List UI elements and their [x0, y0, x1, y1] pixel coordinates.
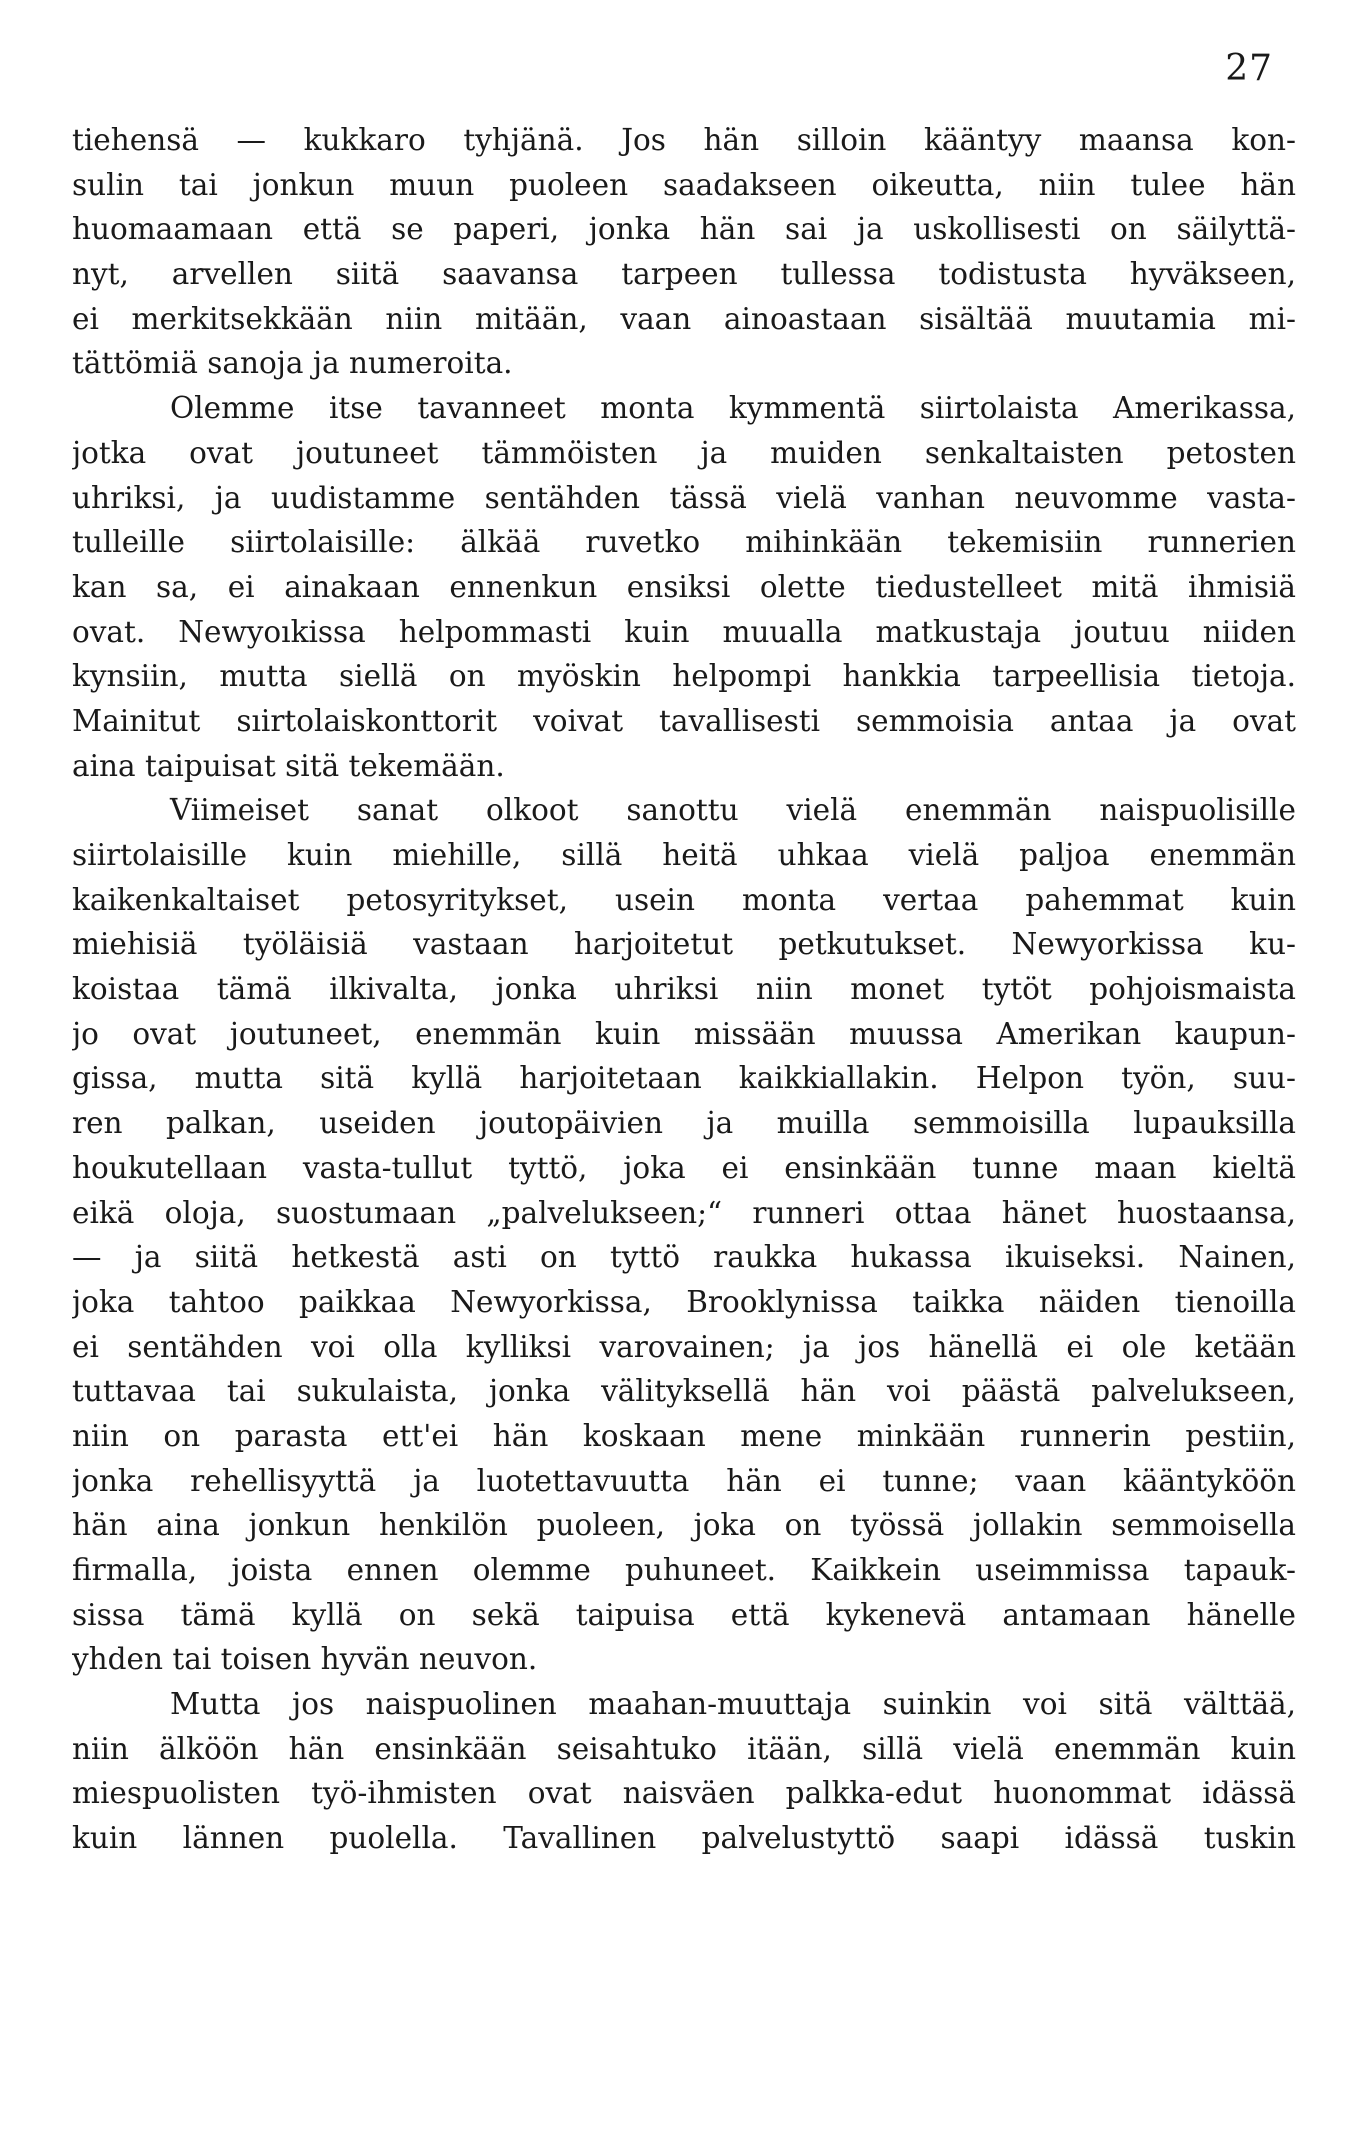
paragraph — [72, 788, 1296, 1682]
text-line: niin on parasta ett'ei hän koskaan mene minkään runnerin pestiin, — [72, 1418, 1296, 1453]
text-line: sulin tai jonkun muun puoleen saadakseen oikeutta, niin tulee hän — [72, 167, 1296, 202]
text-line: sissa tämä kyllä on sekä taipuisa että kykenevä antamaan hänelle — [72, 1597, 1296, 1632]
text-line: kan sa, ei ainakaan ennenkun ensiksi olette tiedustelleet mitä ihmisiä — [72, 569, 1296, 604]
text-line: Mainitut sıirtolaiskonttorit voivat tavallisesti semmoisia antaa ja ovat — [72, 703, 1296, 738]
text-line: hän aina jonkun henkilön puoleen, joka on työssä jollakin semmoisella — [72, 1508, 1296, 1543]
text-line: houkutellaan vasta-tullut tyttö, joka ei ensinkään tunne maan kieltä — [72, 1150, 1296, 1185]
text-line: firmalla, joista ennen olemme puhuneet. Kaikkein useimmissa tapauk- — [72, 1553, 1296, 1587]
text-line: miehisiä työläisiä vastaan harjoitetut petkutukset. Newyorkissa ku- — [72, 927, 1296, 962]
text-line: ei sentähden voi olla kylliksi varovainen; ja jos hänellä ei ole ketään — [72, 1329, 1296, 1364]
text-line: jo ovat joutuneet, enemmän kuin missään muussa Amerikan kaupun- — [72, 1016, 1296, 1051]
page-number: 27 — [1225, 48, 1273, 89]
text-line: ren palkan, useiden joutopäivien ja muilla semmoisilla lupauksilla — [72, 1106, 1296, 1141]
paragraph — [72, 1682, 1296, 1861]
text-line: tuttavaa tai sukulaista, jonka välityksellä hän voi päästä palvelukseen, — [72, 1374, 1296, 1409]
text-line: joka tahtoo paikkaa Newyorkissa, Brooklynissa taikka näiden tienoilla — [72, 1284, 1296, 1319]
text-line: — ja siitä hetkestä asti on tyttö raukka hukassa ikuiseksi. Nainen, — [72, 1240, 1296, 1275]
text-line: ovat. Newyoıkissa helpommasti kuin muualla matkustaja joutuu niiden — [72, 614, 1296, 649]
paragraph — [72, 386, 1296, 788]
text-line: kuin lännen puolella. Tavallinen palvelustyttö saapi idässä tuskin — [72, 1821, 1296, 1856]
text-line: kynsiin, mutta siellä on myöskin helpompi hankkia tarpeellisia tietoja. — [72, 659, 1296, 694]
text-line: nyt, arvellen siitä saavansa tarpeen tullessa todistusta hyväkseen, — [72, 257, 1296, 292]
paragraph — [72, 118, 1296, 386]
text-line: yhden tai toisen hyvän neuvon. — [72, 1642, 538, 1677]
text-line: jotka ovat joutuneet tämmöisten ja muiden senkaltaisten petosten — [72, 435, 1296, 470]
text-line: Olemme itse tavanneet monta kymmentä siirtolaista Amerikassa, — [170, 391, 1296, 426]
text-line: uhriksi, ja uudistamme sentähden tässä vielä vanhan neuvomme vasta- — [72, 480, 1296, 515]
text-line: aina taipuisat sitä tekemään. — [72, 748, 505, 783]
text-line: koistaa tämä ilkivalta, jonka uhriksi niin monet tytöt pohjoismaista — [72, 972, 1296, 1007]
text-line: Mutta jos naispuolinen maahan-muuttaja suinkin voi sitä välttää, — [170, 1687, 1296, 1722]
text-line: huomaamaan että se paperi, jonka hän sai ja uskollisesti on säilyttä- — [72, 212, 1296, 247]
text-line: miespuolisten työ-ihmisten ovat naisväen palkka-edut huonommat idässä — [72, 1776, 1296, 1811]
text-line: niin älköön hän ensinkään seisahtuko itään, sillä vielä enemmän kuin — [72, 1731, 1296, 1766]
text-line: siirtolaisille kuin miehille, sillä heitä uhkaa vielä paljoa enemmän — [72, 838, 1296, 872]
text-line: ei merkitsekkään niin mitään, vaan ainoastaan sisältää muutamia mi- — [72, 301, 1296, 336]
text-line: tiehensä — kukkaro tyhjänä. Jos hän silloin kääntyy maansa kon- — [72, 123, 1296, 157]
text-line: gissa, mutta sitä kyllä harjoitetaan kaikkiallakin. Helpon työn, suu- — [72, 1061, 1296, 1096]
text-line: tulleille siirtolaisille: älkää ruvetko mihinkään tekemisiin runnerien — [72, 525, 1296, 560]
text-line: eikä oloja, suostumaan „palvelukseen;“ runneri ottaa hänet huostaansa, — [72, 1195, 1296, 1230]
text-line: kaikenkaltaiset petosyritykset, usein monta vertaa pahemmat kuin — [72, 882, 1296, 917]
text-line: Viimeiset sanat olkoot sanottu vielä enemmän naispuolisille — [170, 793, 1296, 828]
page-body — [72, 118, 1296, 1861]
text-line: jonka rehellisyyttä ja luotettavuutta hän ei tunne; vaan kääntyköön — [72, 1463, 1296, 1498]
text-line: tättömiä sanoja ja numeroita. — [72, 346, 513, 381]
